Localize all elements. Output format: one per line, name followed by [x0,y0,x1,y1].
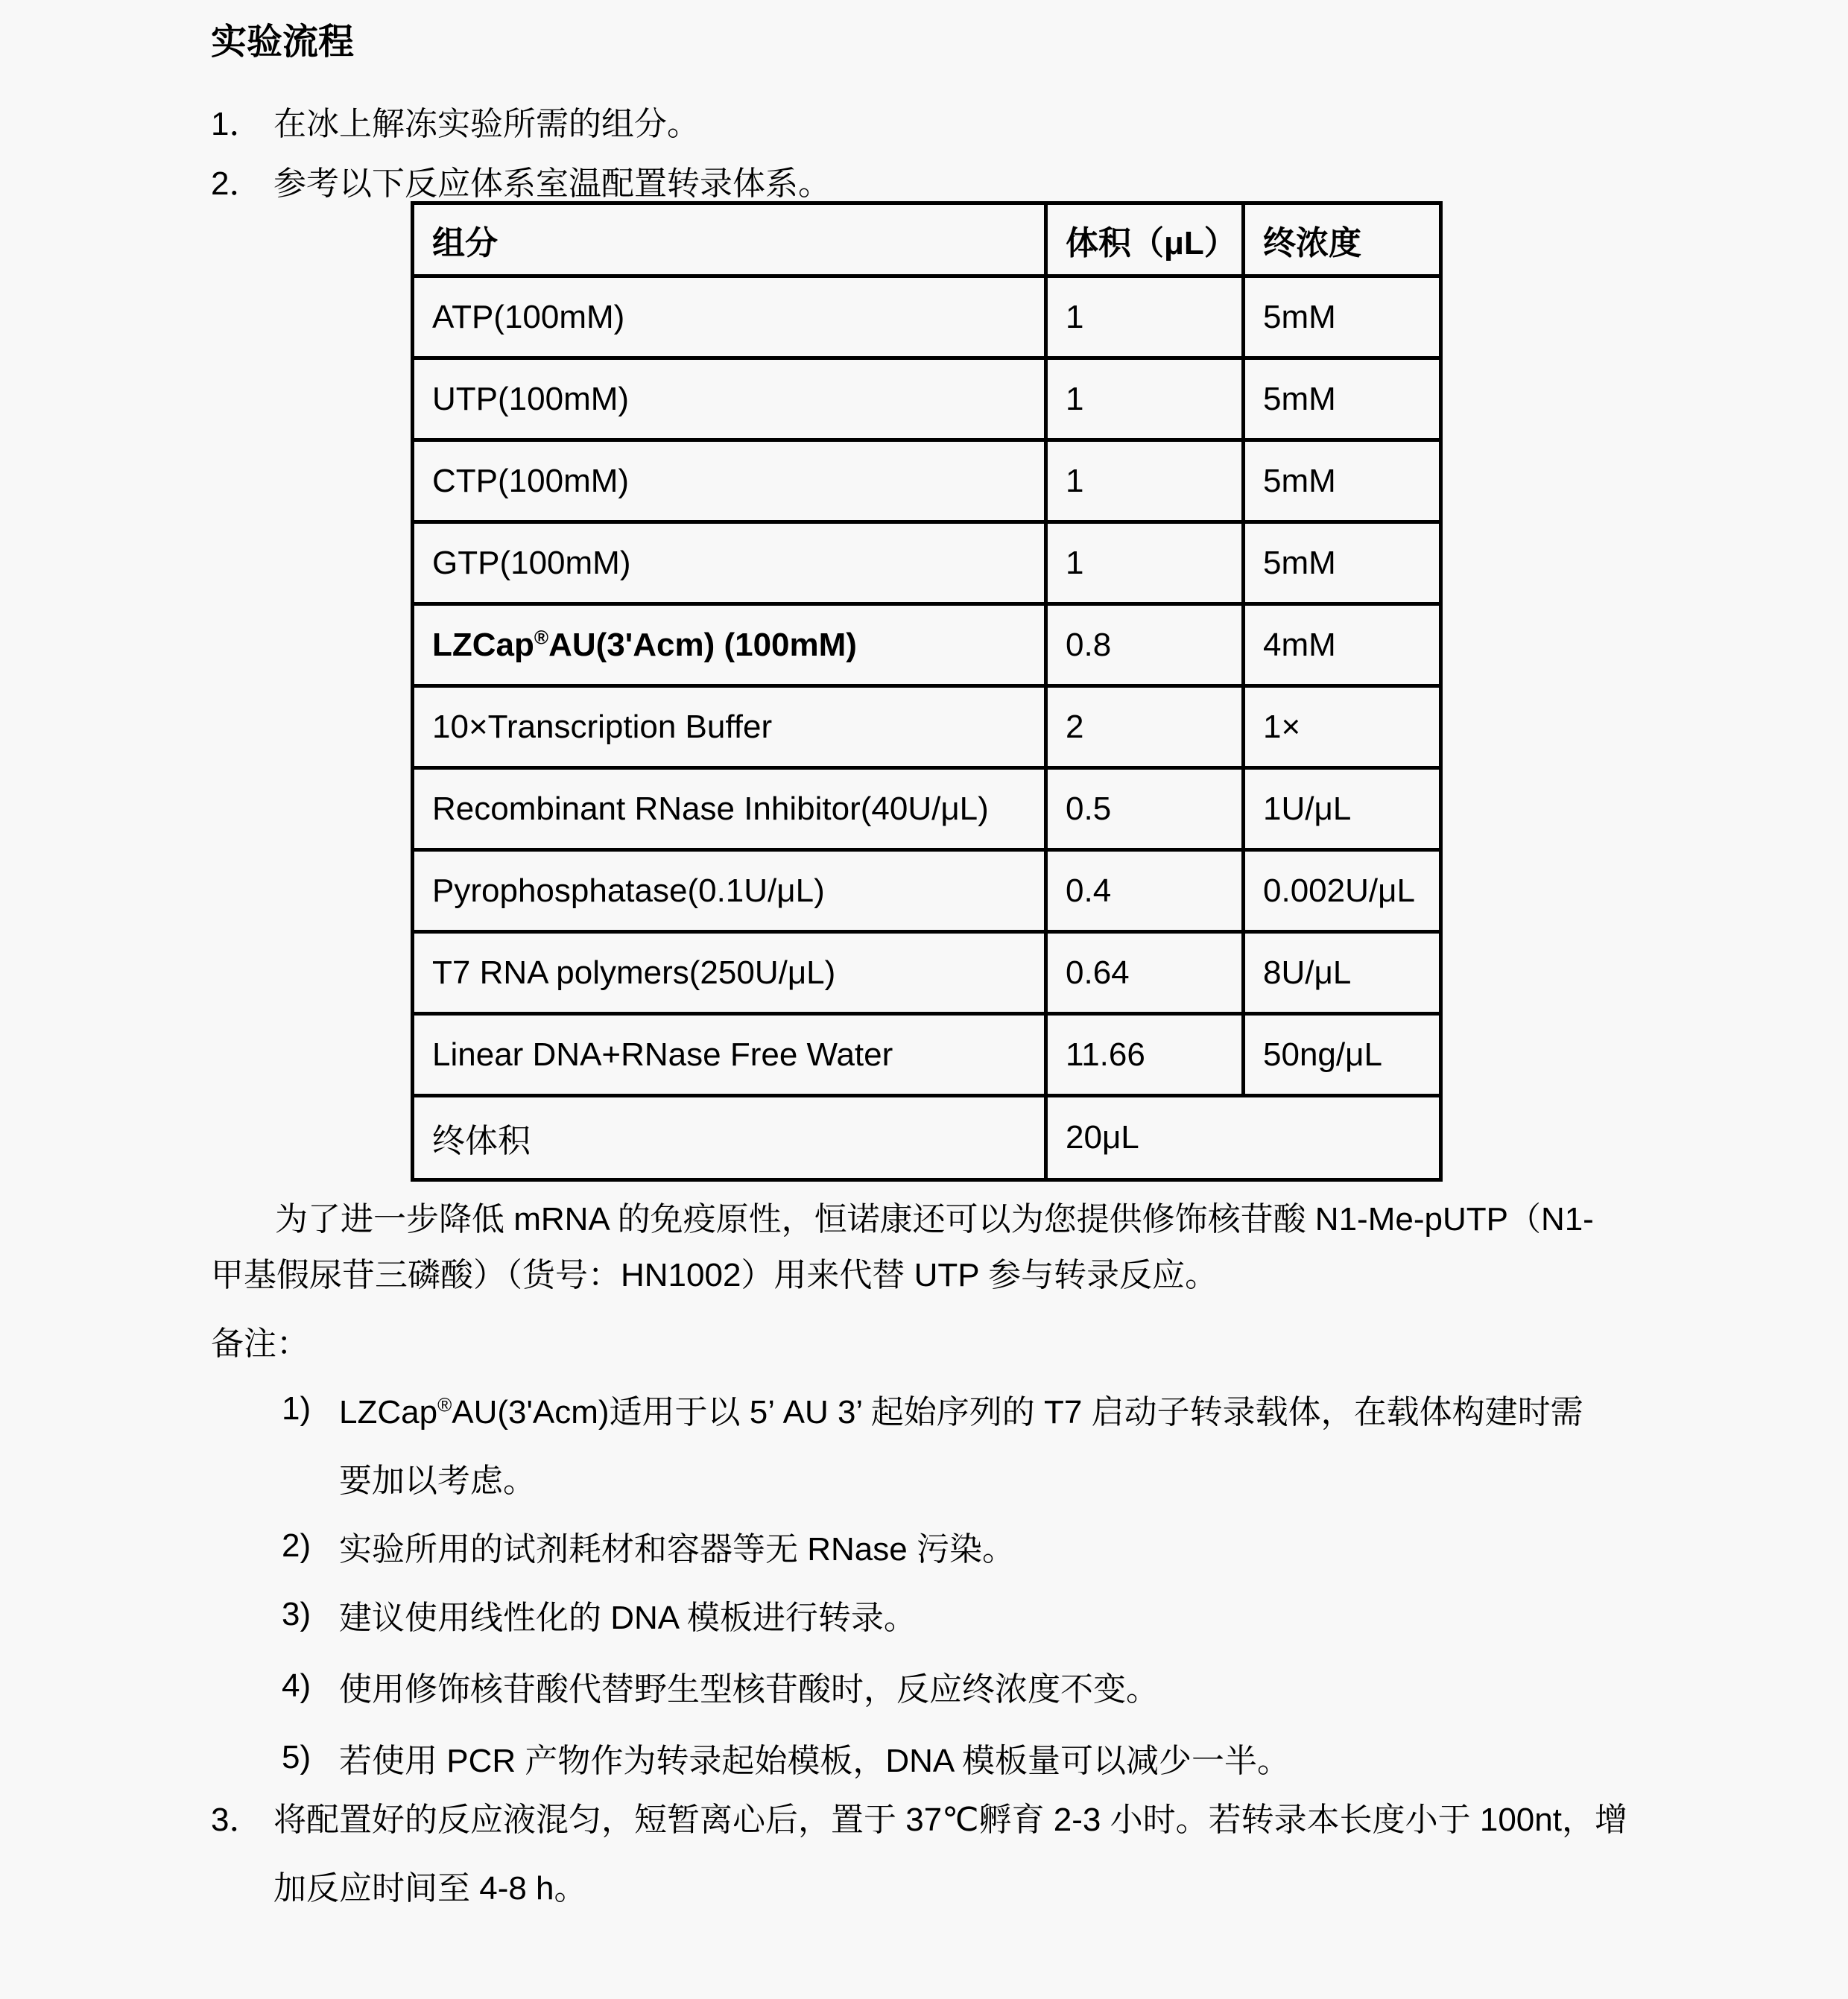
note-number: 2) [282,1527,311,1564]
cell-component: GTP(100mM) [413,522,1046,604]
step-text: 在冰上解冻实验所需的组分。 [273,106,700,142]
cell-concentration: 5mM [1244,358,1441,440]
table-row [413,1014,1441,1096]
cell-concentration: 5mM [1244,522,1441,604]
cell-component: 10×Transcription Buffer [413,686,1046,768]
notes-label [211,1306,1848,1375]
page [0,4,1848,1999]
table-header-row [413,203,1441,276]
note-number: 4) [282,1667,311,1704]
note-text: 实验所用的试剂耗材和容器等无 RNase 污染。 [339,1531,1015,1568]
cell-volume: 11.66 [1046,1014,1244,1096]
note-item-4 [282,1652,1848,1720]
step-item-3-continuation [273,1851,1848,1919]
note-number: 5) [282,1739,311,1775]
cell-concentration: 0.002U/μL [1244,850,1441,932]
cell-component [413,604,1046,686]
cell-component: Pyrophosphatase(0.1U/μL) [413,850,1046,932]
note-text: 若使用 PCR 产物作为转录起始模板，DNA 模板量可以减少一半。 [339,1743,1291,1779]
table-row [413,358,1441,440]
cell-component: Linear DNA+RNase Free Water [413,1014,1046,1096]
note-number: 3) [282,1596,311,1632]
step-item-1 [211,86,1848,155]
note-item-1 [282,1375,1848,1443]
lzcap-name-rest: AU(3'Acm) (100mM) [548,626,857,663]
step-text: 加反应时间至 4-8 h。 [273,1870,587,1907]
note-item-3 [282,1580,1848,1649]
cell-concentration: 8U/μL [1244,932,1441,1014]
cell-volume: 0.4 [1046,850,1244,932]
table-row [413,686,1441,768]
header-volume: 体积（μL） [1046,203,1244,276]
step-number: 2． [211,165,262,202]
step-text: 将配置好的反应液混匀，短暂离心后，置于 37℃孵育 2-3 小时。若转录本长度小于 100nt，增 [273,1802,1627,1838]
step-text: 参考以下反应体系室温配置转录体系。 [273,165,831,202]
step-number: 3． [211,1802,262,1838]
cell-concentration: 4mM [1244,604,1441,686]
cell-concentration: 1U/μL [1244,768,1441,850]
cell-volume: 1 [1046,440,1244,522]
cell-volume: 2 [1046,686,1244,768]
note-item-1-continuation [339,1443,1848,1512]
table-row [413,768,1441,850]
step-item-3 [211,1782,1848,1851]
header-component: 组分 [413,203,1046,276]
cell-component: Recombinant RNase Inhibitor(40U/μL) [413,768,1046,850]
cell-volume: 0.5 [1046,768,1244,850]
paragraph-text: 甲基假尿苷三磷酸）（货号：HN1002）用来代替 UTP 参与转录反应。 [211,1257,1218,1293]
cell-volume: 1 [1046,358,1244,440]
cell-volume: 0.8 [1046,604,1244,686]
paragraph-text: 为了进一步降低 mRNA 的免疫原性，恒诺康还可以为您提供修饰核苷酸 N1-Me-pUTP（N1- [275,1201,1594,1238]
reaction-table [411,201,1443,1182]
note-item-2 [282,1512,1848,1580]
header-concentration: 终浓度 [1244,203,1441,276]
section-title [211,4,1848,72]
notes-label-text: 备注： [211,1325,309,1362]
cell-volume: 0.64 [1046,932,1244,1014]
note-text: 建议使用线性化的 DNA 模板进行转录。 [339,1600,917,1636]
registered-trademark-icon: ® [534,625,549,648]
note-text: 使用修饰核苷酸代替野生型核苷酸时，反应终浓度不变。 [339,1671,1159,1708]
registered-trademark-icon: ® [437,1393,452,1416]
cell-total-label: 终体积 [413,1096,1046,1180]
cell-component: CTP(100mM) [413,440,1046,522]
cell-concentration: 5mM [1244,440,1441,522]
step-number: 1． [211,106,262,142]
cell-concentration: 1× [1244,686,1441,768]
note-text: 要加以考虑。 [339,1463,536,1499]
table-row-lzcap [413,604,1441,686]
cell-concentration: 5mM [1244,276,1441,358]
section-title-text: 实验流程 [211,22,355,62]
note-number: 1) [282,1390,311,1427]
table-row-total [413,1096,1441,1180]
cell-component: T7 RNA polymers(250U/μL) [413,932,1046,1014]
table-row [413,440,1441,522]
note-text-pre: LZCap [339,1394,438,1431]
table-row [413,932,1441,1014]
cell-volume: 1 [1046,522,1244,604]
cell-total-value: 20μL [1046,1096,1441,1180]
table-row [413,522,1441,604]
cell-volume: 1 [1046,276,1244,358]
cell-concentration: 50ng/μL [1244,1014,1441,1096]
note-text [339,1385,1583,1433]
note-text-post: AU(3'Acm)适用于以 5’ AU 3’ 起始序列的 T7 启动子转录载体，在载体构建时需 [452,1394,1583,1431]
cell-component: ATP(100mM) [413,276,1046,358]
cell-component: UTP(100mM) [413,358,1046,440]
table-row [413,276,1441,358]
paragraph-line-2 [211,1238,1848,1306]
table-row [413,850,1441,932]
lzcap-name: LZCap [432,626,534,663]
